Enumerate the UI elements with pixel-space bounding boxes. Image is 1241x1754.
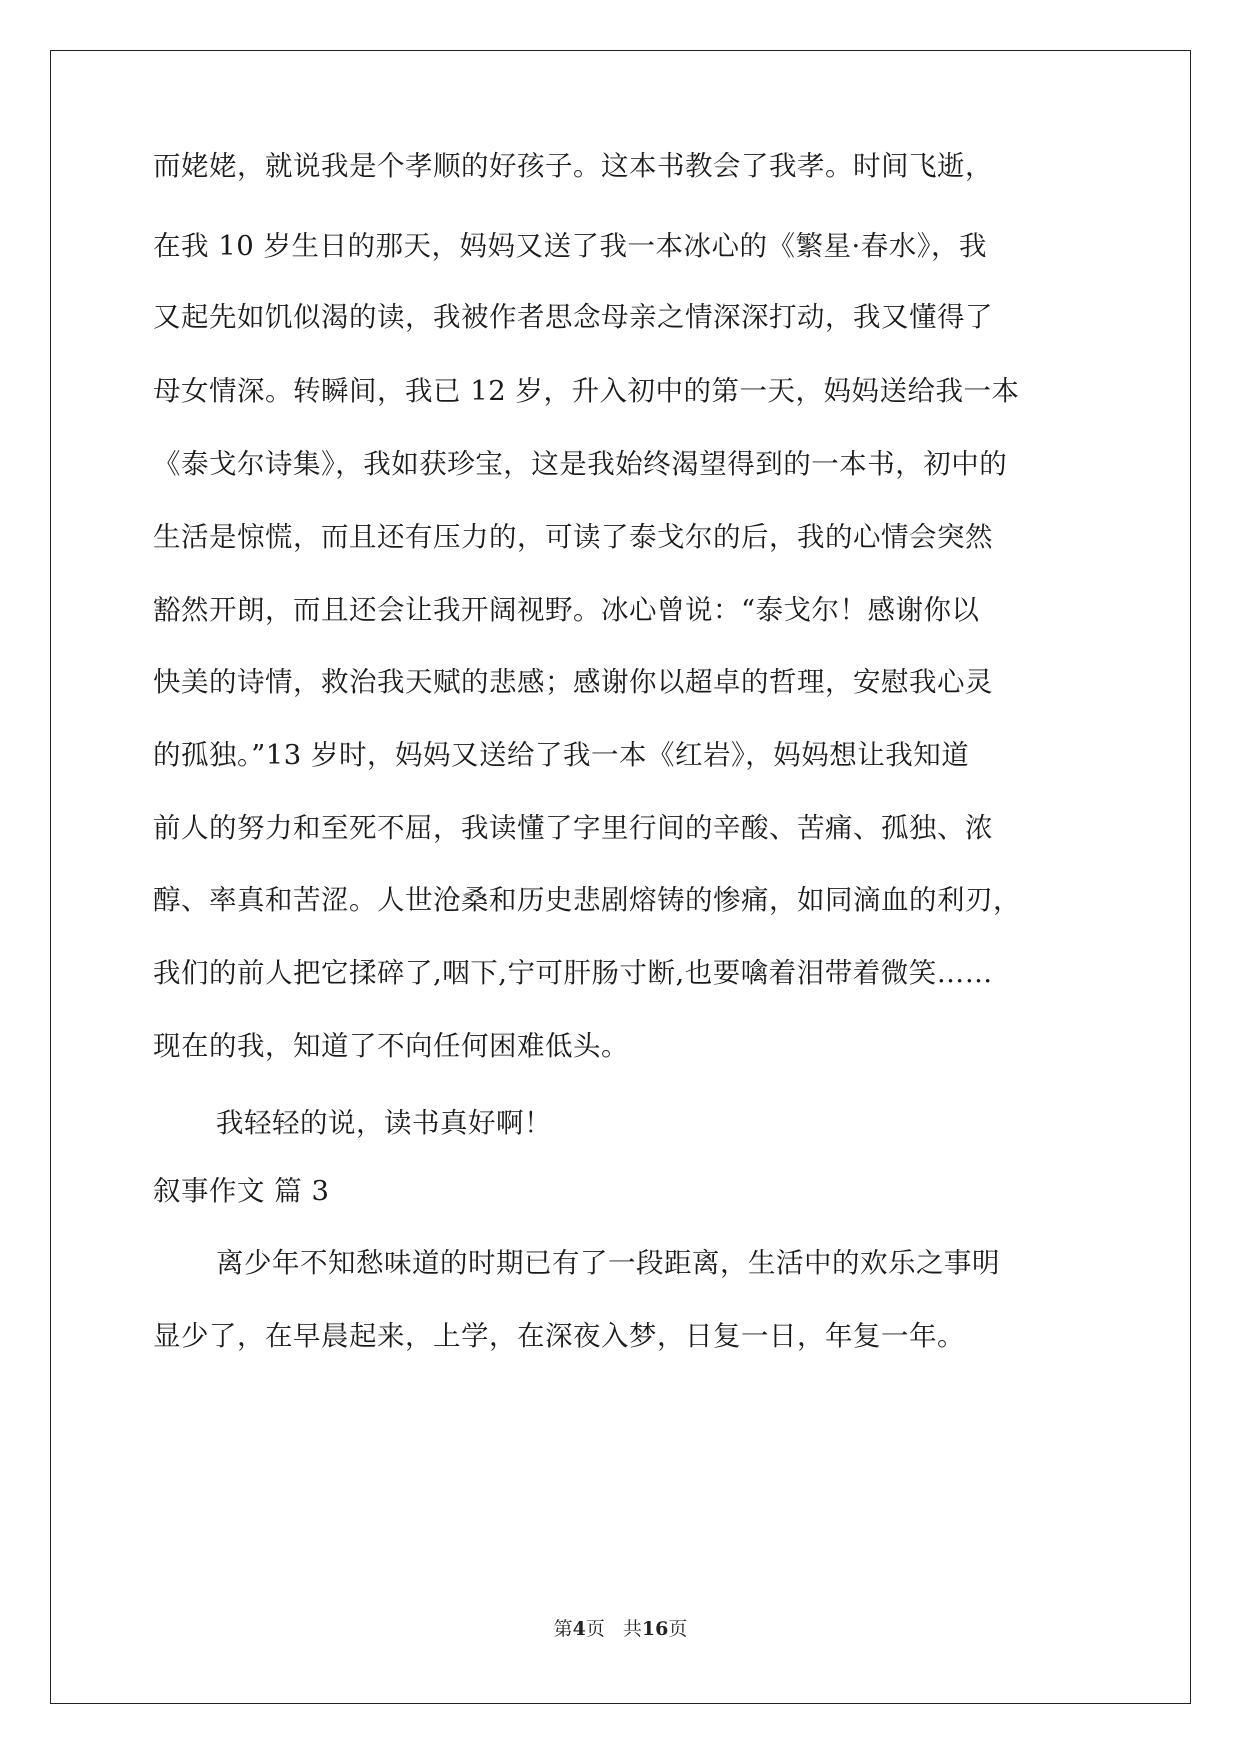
- body-line-9: 的孤独。”13 岁时，妈妈又送给了我一本《红岩》，妈妈想让我知道: [153, 739, 970, 771]
- closing-line: 我轻轻的说，读书真好啊！: [216, 1107, 552, 1139]
- body-line-8: 快美的诗情，救治我天赋的悲感；感谢你以超卓的哲理，安慰我心灵: [153, 666, 993, 698]
- footer-current-page: 4: [572, 1618, 586, 1640]
- footer-total-suffix: 页: [668, 1618, 688, 1640]
- footer-total-pages: 16: [641, 1618, 669, 1640]
- footer-page-suffix: 页: [585, 1618, 605, 1640]
- footer-prefix: 第: [553, 1618, 573, 1640]
- paragraph-2-line-2: 显少了，在早晨起来，上学，在深夜入梦，日复一日，年复一年。: [153, 1320, 965, 1352]
- body-line-6: 生活是惊慌，而且还有压力的，可读了泰戈尔的后，我的心情会突然: [153, 521, 993, 553]
- body-line-1: 而姥姥，就说我是个孝顺的好孩子。这本书教会了我孝。时间飞逝，: [153, 150, 993, 182]
- body-line-2: 在我 10 岁生日的那天，妈妈又送了我一本冰心的《繁星·春水》，我: [153, 230, 987, 262]
- body-line-5: 《泰戈尔诗集》，我如获珍宝，这是我始终渴望得到的一本书，初中的: [153, 448, 1008, 480]
- body-line-13: 现在的我，知道了不向任何困难低头。: [153, 1030, 629, 1062]
- page-footer: [0, 1617, 1241, 1641]
- section-heading: 叙事作文 篇 3: [153, 1175, 330, 1207]
- body-line-7: 豁然开朗，而且还会让我开阔视野。冰心曾说：“泰戈尔！感谢你以: [153, 594, 980, 626]
- body-line-11: 醇、率真和苦涩。人世沧桑和历史悲剧熔铸的惨痛，如同滴血的利刃，: [153, 884, 1021, 916]
- body-line-3: 又起先如饥似渴的读，我被作者思念母亲之情深深打动，我又懂得了: [153, 301, 993, 333]
- paragraph-2-line-1: 离少年不知愁味道的时期已有了一段距离，生活中的欢乐之事明: [216, 1247, 1000, 1279]
- footer-total-prefix: 共: [622, 1618, 642, 1640]
- body-line-12: 我们的前人把它揉碎了,咽下,宁可肝肠寸断,也要噙着泪带着微笑……: [153, 957, 993, 989]
- body-line-10: 前人的努力和至死不屈，我读懂了字里行间的辛酸、苦痛、孤独、浓: [153, 812, 993, 844]
- body-line-4: 母女情深。转瞬间，我已 12 岁，升入初中的第一天，妈妈送给我一本: [153, 375, 1020, 407]
